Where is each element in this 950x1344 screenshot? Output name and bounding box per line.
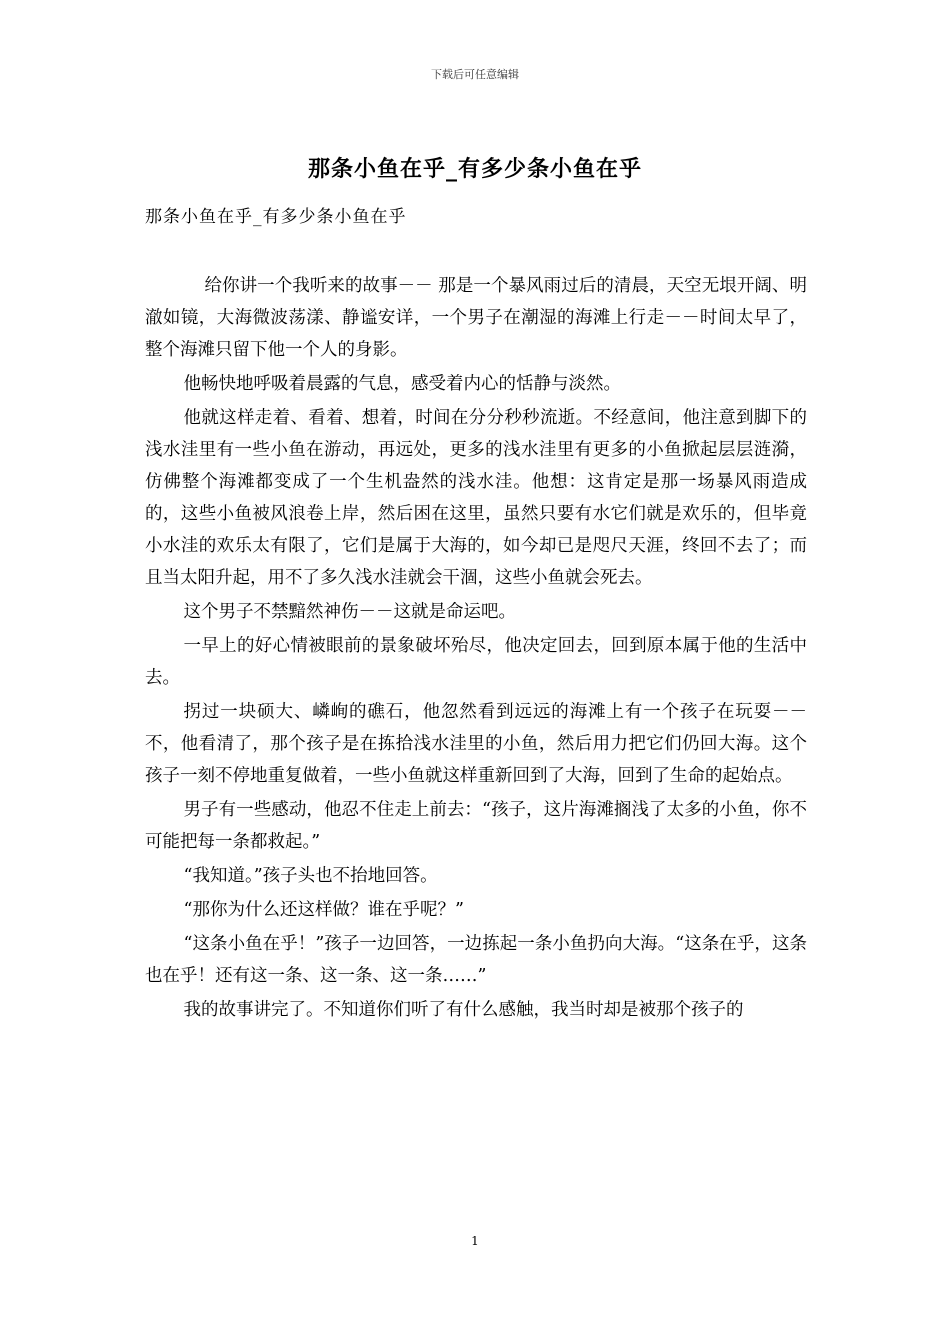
article-body	[145, 270, 807, 1028]
paragraph-2: 他畅快地呼吸着晨露的气息，感受着内心的恬静与淡然。	[183, 374, 621, 394]
paragraph-3: 他就这样走着、看着、想着，时间在分分秒秒流逝。不经意间，他注意到脚下的浅水洼里有一些小鱼在游动，再远处，更多的浅水洼里有更多的小鱼掀起层层涟漪，仿佛整个海滩都变成了一个生机盎然的浅水洼。他想：这肯定是那一场暴风雨造成的，这些小鱼被风浪卷上岸，然后困在这里，虽然只要有水它们就是欢乐的，但毕竟小水洼的欢乐太有限了，它们是属于大海的，如今却已是咫尺天涯，终回不去了；而且当太阳升起，用不了多久浅水洼就会干涸，这些小鱼就会死去。	[145, 408, 807, 588]
page-number: 1	[471, 1234, 479, 1248]
paragraph-9: “那你为什么还这样做？谁在乎呢？”	[183, 900, 464, 920]
paragraph-10: “这条小鱼在乎！”孩子一边回答，一边拣起一条小鱼扔向大海。“这条在乎，这条也在乎！还有这一条、这一条、这一条……”	[145, 934, 807, 986]
paragraph-1: 给你讲一个我听来的故事－－ 那是一个暴风雨过后的清晨，天空无垠开阔、明澈如镜，大海微波荡漾、静谧安详，一个男子在潮湿的海滩上行走－－时间太早了，整个海滩只留下他一个人的身影。	[145, 276, 807, 360]
document-subtitle: 那条小鱼在乎_有多少条小鱼在乎	[145, 207, 407, 227]
paragraph-8: “我知道。”孩子头也不抬地回答。	[183, 866, 438, 886]
header-note: 下载后可任意编辑	[431, 68, 519, 81]
document-title: 那条小鱼在乎_有多少条小鱼在乎	[307, 156, 642, 182]
paragraph-5: 一早上的好心情被眼前的景象破坏殆尽，他决定回去，回到原本属于他的生活中去。	[145, 636, 807, 688]
paragraph-4: 这个男子不禁黯然神伤－－这就是命运吧。	[183, 602, 516, 622]
paragraph-7: 男子有一些感动，他忍不住走上前去：“孩子，这片海滩搁浅了太多的小鱼，你不可能把每一条都救起。”	[145, 800, 807, 852]
paragraph-6: 拐过一块硕大、嶙峋的礁石，他忽然看到远远的海滩上有一个孩子在玩耍－－不，他看清了，那个孩子是在拣拾浅水洼里的小鱼，然后用力把它们仍回大海。这个孩子一刻不停地重复做着，一些小鱼就这样重新回到了大海，回到了生命的起始点。	[145, 702, 807, 786]
paragraph-11: 我的故事讲完了。不知道你们听了有什么感触，我当时却是被那个孩子的	[183, 1000, 744, 1020]
